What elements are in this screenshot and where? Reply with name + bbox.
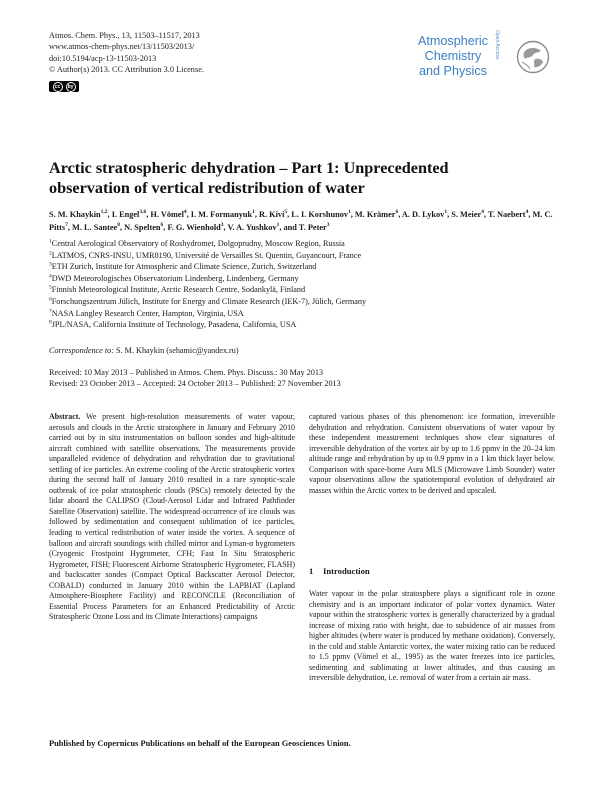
- abstract-text: We present high-resolution measurements of water vapour, aerosols and clouds in the Arctic stratosphere in January and February 2010 carried out by in situ instrumentation on balloon sondes and high-altitude aircraft combined with satellite observations. The measurements provide unparalleled evidence of dehydration and rehydration due to gravitational settling of ice particles. An extreme cooling of the Arctic stratospheric vortex during the second half of January 2010 resulted in a rare synoptic-scale outbreak of ice polar stratospheric clouds (PSCs) remotely detected by the lidar aboard the CALIPSO (Cloud-Aerosol Lidar and Infrared Pathfinder Satellite Observation) satellite. The widespread occurrence of ice clouds was followed by sedimentation and consequent sublimation of ice particles, leading to vertical redistribution of water inside the vortex. A sequence of balloon and aircraft soundings with chilled mirror and Lyman-α hygrometers (Cryogenic Frostpoint Hygrometer, CFH; Fast In Situ Stratospheric Hygrometer, FISH; Fluorescent Airborne Stratospheric Hygrometer, FLASH) and backscatter sondes (Compact Optical Backscatter Aerosol Detector, COBALD) conducted in January 2010 within the LAPBIAT (Lapland Atmosphere-Biosphere Facility) and RECONCILE (Reconciliation of Essential Process Parameters for an Enhanced Predictability of Arctic Stratospheric Ozone Loss and its Climate Interactions) campaigns: [49, 412, 295, 622]
- affiliation-item: [49, 296, 554, 308]
- affiliation-number: 4: [49, 273, 52, 280]
- received-line: Received: 10 May 2013 – Published in Atmos. Chem. Phys. Discuss.: 30 May 2013: [49, 368, 324, 377]
- affiliation-number: 5: [49, 284, 52, 291]
- author-affiliation-marker: 6: [395, 209, 399, 216]
- correspondence-label: Correspondence to:: [49, 346, 114, 355]
- abstract-continued-text: captured various phases of this phenomenon: ice formation, irreversible dehydration and rehydration. Consistent observations of water vapour by these independent measurement techniques show clear signatures of irreversible dehydration of the vortex air by up to 1.6 ppmv in the 20–24 km altitude range and rehydration by up to 0.9 ppmv in a 1 km thick layer below. Comparison with space-borne Aura MLS (Microwave Limb Sounder) water vapour observations allow the spatiotemporal evolution of dehydrated air masses within the Arctic vortex to be derived and upscaled.: [309, 412, 555, 495]
- author-separator: ,: [350, 210, 355, 219]
- section-number: 1: [309, 566, 314, 576]
- author-separator: ,: [287, 210, 292, 219]
- author-name: N. Spelten: [124, 223, 161, 232]
- author-name: M. C. Pitts: [49, 210, 553, 232]
- affiliation-text: Central Aerological Observatory of Roshydromet, Dolgoprudny, Moscow Region, Russia: [51, 239, 345, 248]
- by-icon: by: [66, 82, 76, 92]
- author-affiliation-marker: 6: [160, 222, 164, 229]
- author-name: F. G. Wienhold: [167, 223, 221, 232]
- section-heading: [309, 566, 370, 576]
- license-line: © Author(s) 2013. CC Attribution 3.0 License.: [49, 64, 204, 74]
- author-name: S. Meier: [451, 210, 482, 219]
- egu-globe-logo-icon: [516, 40, 550, 74]
- paper-title: [49, 158, 549, 198]
- title-line: Arctic stratospheric dehydration – Part 1: Unprecedented: [49, 159, 449, 177]
- affiliation-number: 6: [49, 296, 52, 303]
- affiliation-item: [49, 308, 554, 320]
- url-line[interactable]: www.atmos-chem-phys.net/13/11503/2013/: [49, 42, 195, 52]
- affiliation-list: [49, 238, 554, 331]
- affiliation-text: NASA Langley Research Center, Hampton, Virginia, USA: [51, 308, 244, 318]
- author-separator: ,: [146, 210, 151, 219]
- author-list: [49, 208, 554, 234]
- open-access-label: Open Access: [494, 30, 500, 60]
- publication-dates: [49, 367, 341, 390]
- author-separator: ,: [223, 223, 228, 232]
- affiliation-number: 3: [49, 261, 52, 268]
- affiliation-text: Finnish Meteorological Institute, Arctic Research Centre, Sodankylä, Finland: [51, 285, 306, 295]
- publisher-footer: Published by Copernicus Publications on behalf of the European Geosciences Union.: [49, 739, 351, 748]
- author-separator: ,: [447, 210, 452, 219]
- abstract-continued: [309, 412, 555, 496]
- author-separator: ,: [528, 210, 533, 219]
- affiliation-number: 2: [49, 249, 52, 256]
- journal-name: [413, 34, 493, 79]
- author-affiliation-marker: 1,2: [100, 209, 108, 216]
- affiliation-item: [49, 238, 554, 250]
- introduction-text: Water vapour in the polar stratosphere plays a significant role in ozone chemistry and is an important indicator of polar vortex dynamics. Water vapour within the stratospheric vortex is generally characterized by a gradual increase of mixing ratio with height, due to subsidence of air masses from higher altitudes (where water is produced by methane oxidation). Conversely, in the cold and stable Antarctic vortex, the water mixing ratio can be reduced to 1.5 ppmv (Vömel et al., 1995) as the water freezes into ice particles, sedimenting and sublimating at lower altitudes, and thus causing an irreversible dehydration, i.e. removal of water from a certain air mass.: [309, 589, 555, 683]
- affiliation-item: [49, 250, 554, 262]
- affiliation-item: [49, 319, 554, 331]
- journal-name-line: Chemistry: [424, 49, 482, 63]
- author-name: S. M. Khaykin: [49, 210, 101, 219]
- journal-name-line: and Physics: [419, 64, 487, 78]
- author-affiliation-marker: 1: [252, 209, 255, 216]
- affiliation-item: [49, 273, 554, 285]
- affiliation-text: Forschungszentrum Jülich, Institute for Energy and Climate Research (IEK-7), Jülich, Germany: [51, 296, 367, 306]
- author-separator: ,: [67, 223, 73, 232]
- abstract: [49, 412, 295, 623]
- affiliation-text: DWD Meteorologisches Observatorium Lindenberg, Lindenberg, Germany: [51, 273, 299, 283]
- section-title: Introduction: [323, 566, 370, 576]
- author-affiliation-marker: 5: [284, 209, 288, 216]
- author-affiliation-marker: 4: [183, 209, 187, 216]
- author-affiliation-marker: 4: [525, 209, 529, 216]
- affiliation-text: LATMOS, CNRS-INSU, UMR8190, Université de Versailles St. Quentin, Guyancourt, France: [51, 250, 362, 260]
- author-affiliation-marker: 3,6: [139, 209, 147, 216]
- affiliation-number: 8: [49, 319, 52, 326]
- affiliation-text: ETH Zurich, Institute for Atmospheric and Climate Science, Zurich, Switzerland: [51, 262, 317, 272]
- cc-license-badge[interactable]: [49, 81, 79, 92]
- citation-line: Atmos. Chem. Phys., 13, 11503–11517, 2013: [49, 31, 200, 40]
- author-affiliation-marker: 1: [276, 222, 280, 229]
- affiliation-item: [49, 261, 554, 273]
- author-name: H. Vömel: [150, 210, 184, 219]
- cc-icon: cc: [53, 82, 63, 92]
- citation-header: [49, 30, 204, 75]
- author-name: M. Krämer: [354, 210, 396, 219]
- author-separator: ,: [107, 210, 112, 219]
- author-separator: ,: [163, 223, 168, 232]
- author-name: T. Peter: [298, 223, 327, 232]
- author-name: I. M. Formanyuk: [190, 210, 253, 219]
- author-name: R. Kivi: [259, 210, 285, 219]
- journal-name-line: Atmospheric: [418, 34, 488, 48]
- correspondence: [49, 346, 239, 355]
- correspondence-text[interactable]: S. M. Khaykin (sehamic@yandex.ru): [116, 346, 239, 355]
- author-affiliation-marker: 1: [444, 209, 448, 216]
- affiliation-item: [49, 284, 554, 296]
- author-separator: ,: [186, 210, 191, 219]
- author-affiliation-marker: 7: [65, 222, 68, 229]
- doi-line[interactable]: doi:10.5194/acp-13-11503-2013: [49, 53, 157, 63]
- affiliation-text: JPL/NASA, California Institute of Technology, Pasadena, California, USA: [51, 320, 297, 330]
- author-affiliation-marker: 4: [481, 209, 484, 216]
- author-separator: ,: [398, 210, 402, 219]
- author-name: T. Naebert: [487, 210, 526, 219]
- author-affiliation-marker: 1: [348, 209, 351, 216]
- abstract-label: Abstract.: [49, 412, 81, 421]
- author-name: M. L. Santee: [72, 223, 118, 232]
- author-separator: ,: [254, 210, 260, 219]
- affiliation-number: 1: [49, 238, 52, 245]
- author-affiliation-marker: 3: [326, 222, 330, 229]
- author-name: V. A. Yushkov: [227, 223, 277, 232]
- affiliation-number: 7: [49, 307, 52, 314]
- author-separator: ,: [483, 210, 488, 219]
- author-affiliation-marker: 8: [117, 222, 120, 229]
- author-name: L. I. Korshunov: [291, 210, 348, 219]
- author-separator: ,: [119, 223, 125, 232]
- title-line: observation of vertical redistribution of water: [49, 179, 365, 197]
- author-affiliation-marker: 3: [220, 222, 224, 229]
- revised-line: Revised: 23 October 2013 – Accepted: 24 October 2013 – Published: 27 November 2013: [49, 379, 341, 389]
- author-name: I. Engel: [111, 210, 140, 219]
- author-separator: , and: [279, 223, 299, 232]
- introduction-body: [309, 589, 555, 684]
- author-name: A. D. Lykov: [401, 210, 445, 219]
